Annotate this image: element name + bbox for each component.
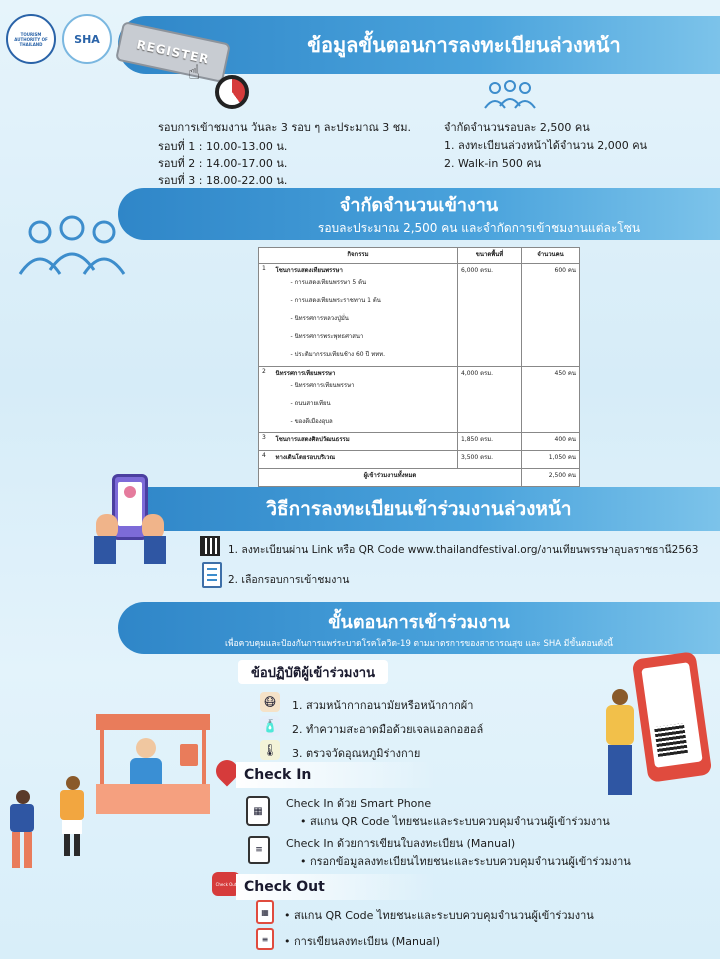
round-item: รอบที่ 2 : 14.00-17.00 น. xyxy=(158,157,288,170)
row-people: 450 คน xyxy=(522,366,580,379)
row-area: 4,000 ตรม. xyxy=(458,366,522,379)
table-row xyxy=(259,264,580,277)
sub-item: - นิทรรศการพระพุทธศาสนา xyxy=(273,330,458,348)
limits-intro: จำกัดจำนวนรอบละ 2,500 คน xyxy=(444,121,590,134)
crowd-icon xyxy=(12,210,132,290)
tat-logo-text: TOURISM AUTHORITY OF THAILAND xyxy=(14,31,48,47)
rule-item: 3. ตรวจวัดอุณหภูมิร่างกาย xyxy=(292,747,421,760)
row-name: นิทรรศการเทียนพรรษา xyxy=(273,366,458,379)
sub-item: - การแสดงเทียนพรรษา 5 ต้น xyxy=(273,276,458,294)
checkin-manual-detail: • กรอกข้อมูลลงทะเบียนไทยชนะและระบบควบคุมจำนวนผู้เข้าร่วมงาน xyxy=(300,855,631,868)
sub-item: - นิทรรศการหลวงปู่มั่น xyxy=(273,312,458,330)
qr-code-icon xyxy=(200,536,220,556)
smartphone-scan-icon: ▦ xyxy=(246,796,270,826)
checkin-title: Check In xyxy=(244,767,312,783)
registration-title: วิธีการลงทะเบียนเข้าร่วมงานล่วงหน้า xyxy=(266,498,572,520)
checkpoint-booth-illustration xyxy=(96,714,210,814)
table-row xyxy=(259,451,580,469)
row-name: โซนการแสดงศิลปวัฒนธรรม xyxy=(273,433,458,451)
row-number: 3 xyxy=(259,433,273,451)
table-total-row xyxy=(259,469,580,487)
sub-item: - การแสดงเทียนพระราชทาน 1 ต้น xyxy=(273,294,458,312)
checkout-title: Check Out xyxy=(244,879,325,895)
mask-icon: 😷 xyxy=(260,692,280,712)
row-people: 600 คน xyxy=(522,264,580,277)
row-area: 6,000 ตรม. xyxy=(458,264,522,277)
checkin-title-box xyxy=(236,762,436,788)
checklist-icon xyxy=(202,562,222,588)
row-people: 400 คน xyxy=(522,433,580,451)
rules-title-box xyxy=(238,660,388,684)
row-number: 4 xyxy=(259,451,273,469)
table-subrow xyxy=(259,294,580,312)
round-item: รอบที่ 1 : 10.00-13.00 น. xyxy=(158,140,288,153)
stopwatch-icon xyxy=(215,75,249,109)
registration-step-1: 1. ลงทะเบียนผ่าน Link หรือ QR Code www.thailandfestival.org/งานเทียนพรรษาอุบลราชธานี2563 xyxy=(228,544,699,556)
form-icon: ≡ xyxy=(256,928,274,950)
capacity-subtitle: รอบละประมาณ 2,500 คน และจำกัดการเข้าชมงานแต่ละโซน xyxy=(317,221,641,235)
table-row xyxy=(259,366,580,379)
thermometer-icon: 🌡 xyxy=(260,740,280,760)
checkin-phone: Check In ด้วย Smart Phone xyxy=(286,797,432,810)
qr-scan-illustration xyxy=(600,655,716,805)
column-header: ขนาดพื้นที่ xyxy=(458,248,522,264)
smartphone-scan-icon: ▦ xyxy=(256,900,274,924)
activity-table xyxy=(258,247,580,487)
total-value: 2,500 คน xyxy=(522,469,580,487)
sha-logo xyxy=(62,14,112,64)
total-label: ผู้เข้าร่วมงานทั้งหมด xyxy=(259,469,522,487)
hand-sanitizer-icon: 🧴 xyxy=(260,716,280,736)
rules-title: ข้อปฏิบัติผู้เข้าร่วมงาน xyxy=(250,665,375,681)
capacity-title: จำกัดจำนวนเข้างาน xyxy=(339,195,499,216)
clipboard-icon: ≡ xyxy=(248,836,270,864)
checkout-badge-text: Check Out xyxy=(215,881,237,887)
tat-logo xyxy=(6,14,56,64)
row-area: 3,500 ตรม. xyxy=(458,451,522,469)
round-item: รอบที่ 3 : 18.00-22.00 น. xyxy=(158,174,288,187)
procedure-banner xyxy=(118,602,720,654)
table-header-row xyxy=(259,248,580,264)
procedure-title: ขั้นตอนการเข้าร่วมงาน xyxy=(328,611,510,633)
row-name: โซนการแสดงเทียนพรรษา xyxy=(273,264,458,277)
row-area: 1,850 ตรม. xyxy=(458,433,522,451)
row-number: 2 xyxy=(259,366,273,379)
procedure-subtitle: เพื่อควบคุมและป้องกันการแพร่ระบาดโรคโควิด-19 ตามมาตรการของสาธารณสุข และ SHA มีขั้นตอนดังนี้ xyxy=(225,638,613,649)
column-header: จำนวนคน xyxy=(522,248,580,264)
sub-item: - ของดีเมืองอุบล xyxy=(273,415,458,433)
rounds-intro: รอบการเข้าชมงาน วันละ 3 รอบ ๆ ละประมาณ 3 ชม. xyxy=(158,121,411,134)
table-subrow xyxy=(259,379,580,397)
row-people: 1,050 คน xyxy=(522,451,580,469)
hand-cursor-icon: ☝ xyxy=(188,60,201,84)
sub-item: - ประติมากรรมเทียนช้าง 60 ปี ททท. xyxy=(273,348,458,366)
sha-logo-text: SHA xyxy=(74,32,100,46)
checkout-title-box xyxy=(236,874,436,900)
row-number: 1 xyxy=(259,264,273,277)
capacity-banner xyxy=(118,188,720,240)
phone-hands-illustration xyxy=(96,474,168,566)
checkin-phone-detail: • สแกน QR Code ไทยชนะและระบบควบคุมจำนวนผู้เข้าร่วมงาน xyxy=(300,815,610,828)
checkout-item: • สแกน QR Code ไทยชนะและระบบควบคุมจำนวนผู้เข้าร่วมงาน xyxy=(284,909,594,922)
table-subrow xyxy=(259,312,580,330)
registration-banner xyxy=(118,487,720,531)
sub-item: - นิทรรศการเทียนพรรษา xyxy=(273,379,458,397)
table-subrow xyxy=(259,348,580,366)
table-subrow xyxy=(259,330,580,348)
column-header: กิจกรรม xyxy=(259,248,458,264)
page-title: ข้อมูลขั้นตอนการลงทะเบียนล่วงหน้า xyxy=(307,33,621,57)
people-group-icon xyxy=(480,78,540,116)
sub-item: - ถนนสายเทียน xyxy=(273,397,458,415)
table-subrow xyxy=(259,415,580,433)
limit-item: 1. ลงทะเบียนล่วงหน้าได้จำนวน 2,000 คน xyxy=(444,139,648,152)
rule-item: 1. สวมหน้ากากอนามัยหรือหน้ากากผ้า xyxy=(292,699,474,712)
table-subrow xyxy=(259,397,580,415)
checkin-manual: Check In ด้วยการเขียนใบลงทะเบียน (Manual) xyxy=(286,837,516,850)
table-row xyxy=(259,433,580,451)
register-key-label: REGISTER xyxy=(135,37,211,67)
rule-item: 2. ทำความสะอาดมือด้วยเจลแอลกอฮอล์ xyxy=(292,723,484,736)
checkout-item: • การเขียนลงทะเบียน (Manual) xyxy=(284,935,441,948)
visitor-illustration xyxy=(4,790,94,870)
table-subrow xyxy=(259,276,580,294)
row-name: ทางเดินโดยรอบบริเวณ xyxy=(273,451,458,469)
limit-item: 2. Walk-in 500 คน xyxy=(444,157,542,170)
registration-step-2: 2. เลือกรอบการเข้าชมงาน xyxy=(228,574,350,586)
